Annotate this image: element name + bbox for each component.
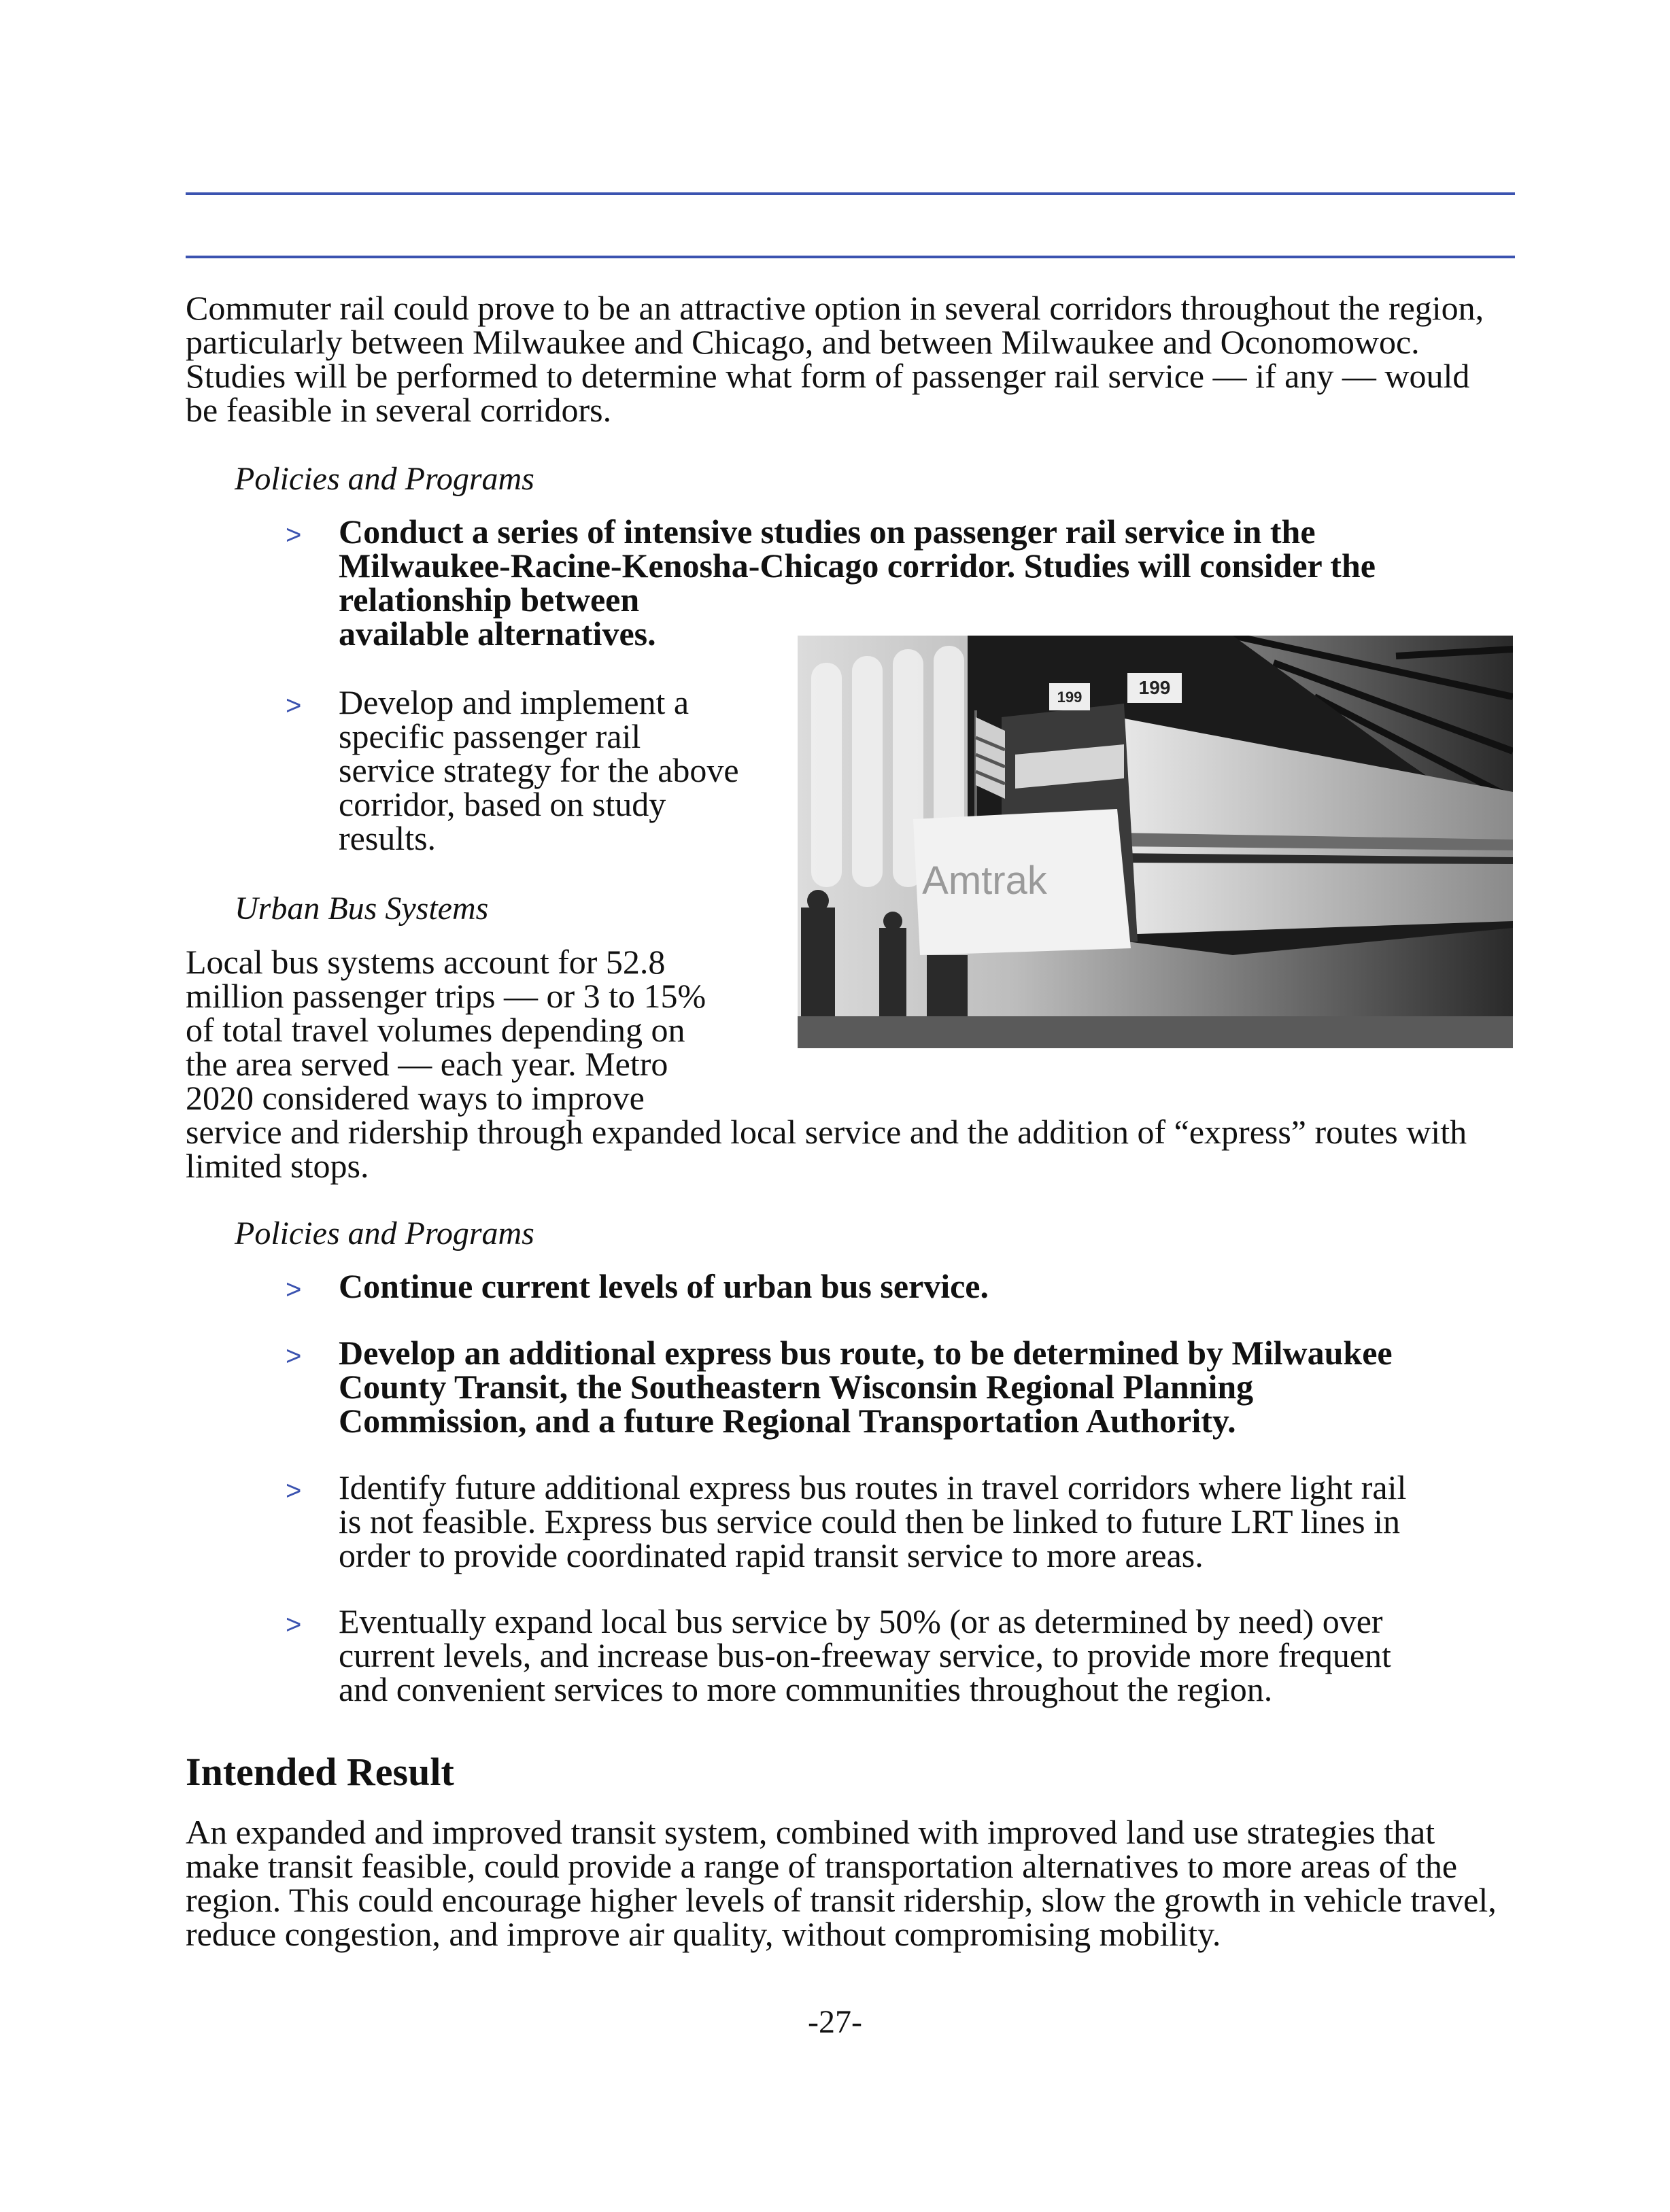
bus-bullet-2: [339, 1336, 1393, 1438]
result-line: reduce congestion, and improve air quality, without compromising mobility.: [186, 1915, 1221, 1953]
bullet-line: Eventually expand local bus service by 50% (or as determined by need) over: [339, 1602, 1383, 1640]
bullet-line: County Transit, the Southeastern Wisconsin Regional Planning: [339, 1368, 1254, 1406]
result-line: make transit feasible, could provide a range of transportation alternatives to more areas of the: [186, 1847, 1458, 1885]
amtrak-logo-text: Amtrak: [922, 859, 1047, 903]
intro-line: particularly between Milwaukee and Chicago, and between Milwaukee and Oconomowoc.: [186, 323, 1420, 361]
bullet-line: is not feasible. Express bus service could then be linked to future LRT lines in: [339, 1502, 1401, 1540]
result-line: region. This could encourage higher levels of transit ridership, slow the growth in vehicle travel,: [186, 1881, 1497, 1919]
bullet-line: relationship between: [339, 581, 640, 619]
bullet-line: Continue current levels of urban bus service.: [339, 1267, 989, 1305]
bullet-line: Develop an additional express bus route, to be determined by Milwaukee: [339, 1334, 1393, 1372]
bus-bullet-4: [339, 1604, 1391, 1706]
result-line: An expanded and improved transit system, combined with improved land use strategies that: [186, 1813, 1435, 1851]
bullet-arrow-icon: >: [286, 1275, 302, 1304]
rail-policies-heading: Policies and Programs: [235, 461, 534, 497]
urban-bus-line: of total travel volumes depending on: [186, 1011, 685, 1049]
rail-bullet-1: [339, 515, 1376, 651]
bullet-line: results.: [339, 819, 437, 857]
bullet-line: Milwaukee-Racine-Kenosha-Chicago corridor. Studies will consider the: [339, 547, 1376, 585]
page-number: -27-: [808, 2004, 862, 2040]
urban-bus-line: service and ridership through expanded local service and the addition of “express” routes with: [186, 1113, 1467, 1151]
intended-result-heading: Intended Result: [186, 1750, 454, 1794]
urban-bus-line: the area served — each year. Metro: [186, 1045, 668, 1083]
bullet-line: current levels, and increase bus-on-freeway service, to provide more frequent: [339, 1636, 1391, 1674]
intro-line: be feasible in several corridors.: [186, 391, 612, 429]
bus-policies-heading: Policies and Programs: [235, 1215, 534, 1251]
urban-bus-line: Local bus systems account for 52.8: [186, 943, 666, 981]
bullet-line: corridor, based on study: [339, 785, 666, 823]
intro-paragraph: [186, 291, 1484, 427]
header-rule-top: [186, 192, 1515, 195]
bus-bullet-3: [339, 1470, 1406, 1572]
urban-bus-heading: Urban Bus Systems: [235, 891, 489, 927]
intro-line: Studies will be performed to determine what form of passenger rail service — if any — would: [186, 357, 1470, 395]
bullet-line: Identify future additional express bus routes in travel corridors where light rail: [339, 1468, 1407, 1506]
bullet-arrow-icon: >: [286, 1610, 302, 1640]
bullet-line: Commission, and a future Regional Transportation Authority.: [339, 1402, 1236, 1440]
bullet-line: order to provide coordinated rapid transit service to more areas.: [339, 1536, 1204, 1574]
bullet-line: service strategy for the above: [339, 751, 739, 789]
rail-bullet-2: [339, 685, 739, 855]
bullet-line: available alternatives.: [339, 615, 656, 653]
intro-line: Commuter rail could prove to be an attractive option in several corridors throughout the region,: [186, 289, 1484, 327]
bullet-arrow-icon: >: [286, 1341, 302, 1371]
bullet-line: and convenient services to more communities throughout the region.: [339, 1670, 1273, 1708]
bullet-arrow-icon: >: [286, 1476, 302, 1506]
header-rule-bottom: [186, 256, 1515, 258]
bullet-line: Develop and implement a: [339, 683, 689, 721]
car-number-small: 199: [1057, 689, 1083, 706]
urban-bus-line: million passenger trips — or 3 to 15%: [186, 977, 706, 1015]
intended-result-paragraph: [186, 1815, 1497, 1951]
urban-bus-paragraph: [186, 945, 1467, 1183]
bus-bullet-1: [339, 1269, 989, 1303]
bullet-line: specific passenger rail: [339, 717, 641, 755]
car-number: 199: [1138, 677, 1171, 698]
bullet-line: Conduct a series of intensive studies on passenger rail service in the: [339, 513, 1316, 551]
bullet-arrow-icon: >: [286, 691, 302, 721]
bullet-arrow-icon: >: [286, 520, 302, 550]
urban-bus-line: limited stops.: [186, 1147, 369, 1185]
urban-bus-line: 2020 considered ways to improve: [186, 1079, 645, 1117]
